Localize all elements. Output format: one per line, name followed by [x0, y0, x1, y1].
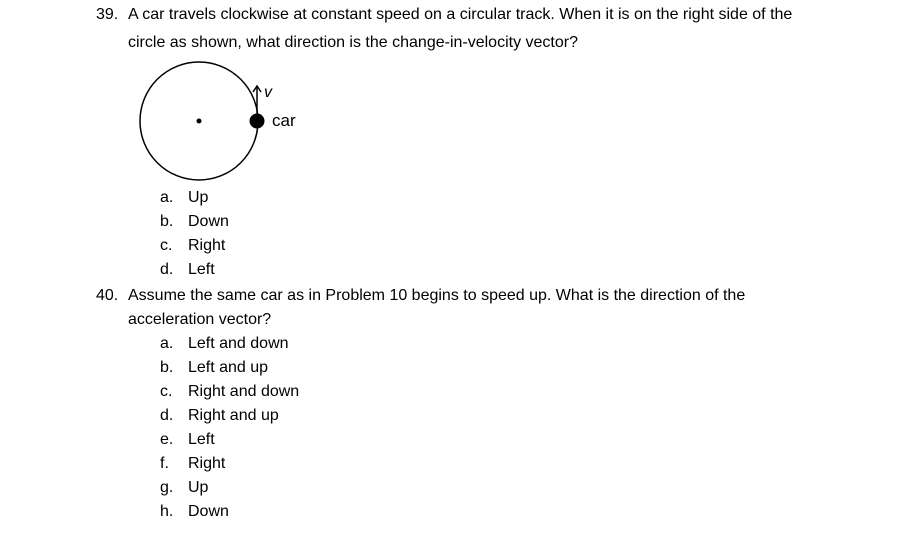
q40-text-line2: acceleration vector? — [128, 311, 272, 328]
option-text: Up — [188, 189, 209, 206]
option-text: Right and up — [188, 407, 279, 424]
option-letter: c. — [160, 237, 173, 254]
option-letter: e. — [160, 431, 174, 448]
option-letter: d. — [160, 261, 174, 278]
car-dot — [250, 114, 265, 129]
q39-text-line2: circle as shown, what direction is the change-in-velocity vector? — [128, 34, 578, 51]
option-letter: a. — [160, 335, 174, 352]
car-label: car — [272, 111, 296, 130]
option-text: Left and down — [188, 335, 289, 352]
option-text: Down — [188, 213, 229, 230]
option-letter: h. — [160, 503, 174, 520]
option-text: Up — [188, 479, 209, 496]
velocity-label: v — [264, 84, 272, 101]
center-dot — [197, 119, 202, 124]
option-text: Down — [188, 503, 229, 520]
option-letter: c. — [160, 383, 173, 400]
option-letter: b. — [160, 359, 174, 376]
q39-number: 39. — [96, 6, 119, 23]
option-text: Left and up — [188, 359, 269, 376]
option-letter: g. — [160, 479, 174, 496]
option-text: Right — [188, 455, 226, 472]
option-letter: f. — [160, 455, 169, 472]
option-text: Right and down — [188, 383, 300, 400]
option-letter: a. — [160, 189, 174, 206]
q40-number: 40. — [96, 287, 119, 304]
option-letter: b. — [160, 213, 174, 230]
q40-text-line1: Assume the same car as in Problem 10 begins to speed up. What is the direction of the — [128, 287, 746, 304]
option-text: Left — [188, 431, 215, 448]
option-letter: d. — [160, 407, 174, 424]
q39-text-line1: A car travels clockwise at constant speed on a circular track. When it is on the right side of the — [128, 6, 793, 23]
option-text: Right — [188, 237, 226, 254]
option-text: Left — [188, 261, 215, 278]
